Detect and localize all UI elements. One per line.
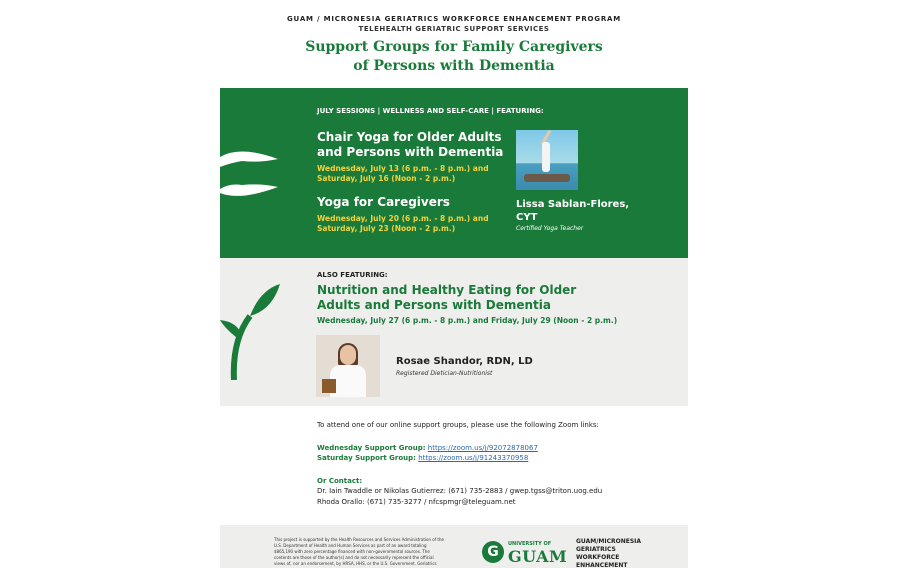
contact-1: Dr. Iain Twaddle or Nikolas Gutierrez: (671) 735-2883 / gwep.tgss@triton.uog.edu [317, 487, 603, 495]
footer [220, 525, 688, 568]
session1-when-line2: Saturday, July 16 (Noon - 2 p.m.) [317, 174, 456, 183]
session1-when-line1: Wednesday, July 13 (6 p.m. - 8 p.m.) and [317, 164, 489, 173]
instructor-name [516, 198, 629, 224]
presenter-name: Rosae Shandor, RDN, LD [396, 356, 533, 367]
nutrition-title-line1: Nutrition and Healthy Eating for Older [317, 283, 577, 297]
title-line-1: Support Groups for Family Caregivers [305, 39, 603, 55]
contact-2: Rhoda Orallo: (671) 735-3277 / nfcspmgr@teleguam.net [317, 498, 516, 506]
gwep-logo-text [576, 538, 641, 568]
session2-title: Yoga for Caregivers [317, 195, 450, 209]
attend-intro: To attend one of our online support groups, please use the following Zoom links: [317, 421, 599, 429]
uog-logo-icon: G [482, 541, 504, 563]
july-heading: JULY SESSIONS | WELLNESS AND SELF-CARE | FEATURING: [317, 107, 544, 115]
instructor-role: Certified Yoga Teacher [516, 225, 584, 232]
wednesday-label: Wednesday Support Group: [317, 444, 426, 452]
session2-when-line1: Wednesday, July 20 (6 p.m. - 8 p.m.) and [317, 214, 489, 223]
funding-disclaimer: This project is supported by the Health Resources and Services Administration of the U.S. Department of Health and Human Services as part of an award totaling $865,190 with zero percentage financed with non-governmental sources. The contents are those of the author(s) and do not necessarily represent the official views of, nor an endorsement, by HRSA, HHS, or the U.S. Government. Geriatrics [274, 537, 444, 566]
program-name: GUAM / MICRONESIA GERIATRICS WORKFORCE ENHANCEMENT PROGRAM [287, 15, 621, 23]
nutrition-title-line2: Adults and Persons with Dementia [317, 298, 551, 312]
gwep-line3: WORKFORCE [576, 554, 620, 561]
gwep-line1: GUAM/MICRONESIA [576, 538, 642, 545]
session1-title-line1: Chair Yoga for Older Adults [317, 130, 502, 144]
nutritionist-photo [316, 335, 380, 397]
uog-big-text: GUAM [508, 547, 568, 566]
nutrition-title [317, 283, 576, 313]
session2-when [317, 214, 489, 234]
yoga-teacher-photo [516, 130, 578, 190]
session1-title-line2: and Persons with Dementia [317, 145, 504, 159]
saturday-label: Saturday Support Group: [317, 454, 416, 462]
saturday-zoom-link[interactable]: https://zoom.us/j/91243370958 [418, 454, 529, 462]
instructor-name-line1: Lissa Sablan-Flores, [516, 199, 630, 210]
session2-when-line2: Saturday, July 23 (Noon - 2 p.m.) [317, 224, 456, 233]
july-sessions-panel [220, 88, 688, 258]
flyer-title [220, 38, 688, 76]
session1-title [317, 130, 503, 160]
hands-icon [220, 143, 280, 203]
contact-label: Or Contact: [317, 477, 363, 485]
gwep-line2: GERIATRICS [576, 546, 616, 553]
presenter-role: Registered Dietician-Nutritionist [396, 370, 493, 377]
uog-small-text: UNIVERSITY OF [508, 541, 552, 547]
sprout-icon [220, 280, 280, 380]
nutrition-when: Wednesday, July 27 (6 p.m. - 8 p.m.) and Friday, July 29 (Noon - 2 p.m.) [317, 316, 618, 325]
also-featuring-panel [220, 258, 688, 406]
title-line-2: of Persons with Dementia [353, 58, 555, 74]
flyer [220, 0, 688, 568]
session1-when [317, 164, 489, 184]
instructor-name-line2: CYT [516, 212, 538, 223]
gwep-line4: ENHANCEMENT [576, 562, 628, 568]
service-name: TELEHEALTH GERIATRIC SUPPORT SERVICES [358, 25, 550, 33]
saturday-zoom-row [317, 453, 528, 464]
wednesday-zoom-link[interactable]: https://zoom.us/j/92072878067 [427, 444, 538, 452]
also-heading: ALSO FEATURING: [317, 271, 388, 279]
